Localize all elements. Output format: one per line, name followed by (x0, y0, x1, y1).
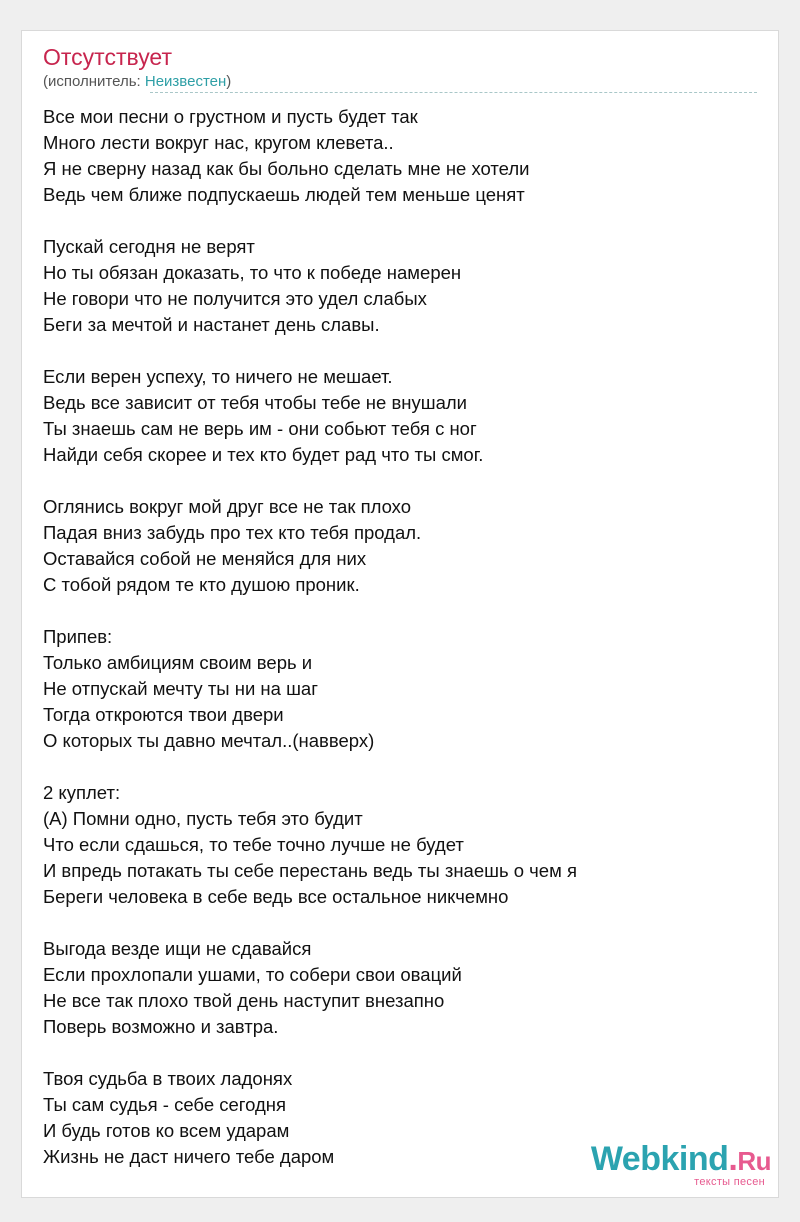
stanza (43, 780, 763, 910)
lyric-line: О которых ты давно мечтал..(навверх) (43, 730, 375, 751)
lyric-line: (А) Помни одно, пусть тебя это будит (43, 808, 363, 829)
lyric-line: 2 куплет: (43, 782, 121, 803)
lyric-line: Беги за мечтой и настанет день славы. (43, 314, 380, 335)
logo-dot: . (728, 1140, 738, 1178)
header-divider (150, 92, 757, 93)
lyrics-text (43, 104, 763, 1170)
lyric-line: И будь готов ко всем ударам (43, 1120, 290, 1141)
lyric-line: Не говори что не получится это удел слабых (43, 288, 427, 309)
lyric-line: Много лести вокруг нас, кругом клевета.. (43, 132, 394, 153)
artist-prefix: (исполнитель: (43, 73, 145, 90)
lyric-line: Что если сдашься, то тебе точно лучше не будет (43, 834, 464, 855)
lyric-line: Оставайся собой не меняйся для них (43, 548, 367, 569)
song-title: Отсутствует (43, 44, 172, 70)
lyric-line: Если верен успеху, то ничего не мешает. (43, 366, 393, 387)
logo-tagline: тексты песен (694, 1176, 765, 1188)
lyric-line: И впредь потакать ты себе перестань ведь ты знаешь о чем я (43, 860, 577, 881)
lyric-line: Но ты обязан доказать, то что к победе намерен (43, 262, 462, 283)
lyric-line: Оглянись вокруг мой друг все не так плохо (43, 496, 412, 517)
lyric-line: Найди себя скорее и тех кто будет рад что ты смог. (43, 444, 484, 465)
lyric-line: Береги человека в себе ведь все остальное никчемно (43, 886, 509, 907)
lyric-line: С тобой рядом те кто душою проник. (43, 574, 360, 595)
stanza (43, 104, 763, 208)
lyric-line: Не все так плохо твой день наступит внезапно (43, 990, 445, 1011)
lyric-line: Ты сам судья - себе сегодня (43, 1094, 287, 1115)
lyric-line: Ты знаешь сам не верь им - они собьют тебя с ног (43, 418, 477, 439)
lyric-line: Если прохлопали ушами, то собери свои оваций (43, 964, 462, 985)
stanza (43, 936, 763, 1040)
lyric-line: Пускай сегодня не верят (43, 236, 255, 257)
lyric-line: Припев: (43, 626, 113, 647)
lyric-line: Тогда откроются твои двери (43, 704, 284, 725)
logo-web: Webkind (590, 1140, 729, 1178)
artist-suffix: ) (226, 73, 232, 90)
logo-ru: Ru (737, 1146, 771, 1176)
lyric-line: Я не сверну назад как бы больно сделать мне не хотели (43, 158, 530, 179)
lyric-line: Жизнь не даст ничего тебе даром (43, 1146, 335, 1167)
stanza (43, 364, 763, 468)
artist-link[interactable]: Неизвестен (144, 73, 227, 90)
lyric-line: Все мои песни о грустном и пусть будет так (43, 106, 418, 127)
lyric-line: Падая вниз забудь про тех кто тебя продал. (43, 522, 422, 543)
artist-line (43, 72, 231, 92)
lyric-line: Ведь чем ближе подпускаешь людей тем меньше ценят (43, 184, 525, 205)
lyrics-card (21, 30, 779, 1198)
lyric-line: Твоя судьба в твоих ладонях (43, 1068, 293, 1089)
lyric-line: Выгода везде ищи не сдавайся (43, 938, 312, 959)
lyric-line: Поверь возможно и завтра. (43, 1016, 279, 1037)
stanza (43, 234, 763, 338)
site-logo[interactable] (576, 1139, 771, 1191)
stanza (43, 624, 763, 754)
lyric-line: Ведь все зависит от тебя чтобы тебе не внушали (43, 392, 468, 413)
lyric-line: Не отпускай мечту ты ни на шаг (43, 678, 318, 699)
lyric-line: Только амбициям своим верь и (43, 652, 313, 673)
stanza (43, 494, 763, 598)
